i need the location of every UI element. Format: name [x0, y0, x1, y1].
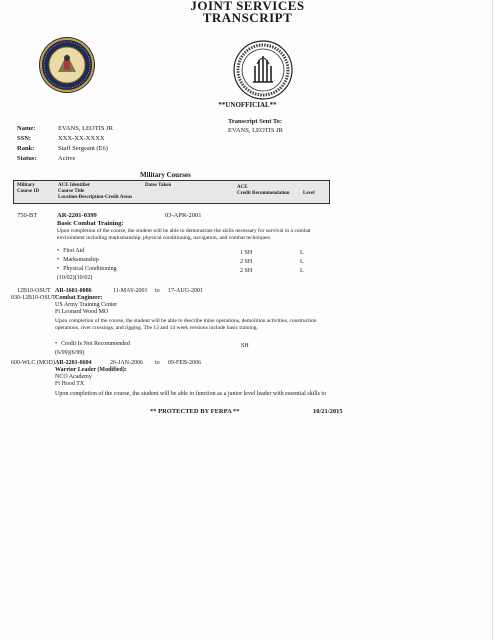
date-start: 03-APR-2001 — [165, 212, 202, 219]
course-title: Combat Engineer: — [55, 295, 103, 301]
th-course-id: Course ID — [17, 189, 40, 194]
course-title: Warrior Leader (Modified): — [55, 367, 127, 373]
date-to: to — [155, 360, 160, 366]
course-location-2: Ft Leonard Wood MO — [55, 309, 109, 315]
status-value: Active — [58, 155, 76, 162]
course-footnote: (10/02)(10/02) — [57, 275, 93, 281]
th-location: Location-Description-Credit Areas — [58, 195, 133, 200]
course-table-header — [13, 180, 330, 204]
course-id: 12B10-OSUT — [17, 288, 51, 294]
ssn-value: XXX-XX-XXXX — [58, 135, 105, 142]
date-start: 11-MAY-2001 — [113, 288, 148, 294]
course-location-2: Ft Hood TX — [55, 381, 85, 387]
date-end: 17-AUG-2001 — [168, 288, 203, 294]
ace-id: AR-1601-0086 — [55, 288, 92, 294]
th-military: Military — [17, 183, 35, 188]
sent-to-label: Transcript Sent To: — [228, 118, 283, 125]
th-level: Level — [303, 191, 315, 196]
course-title: Basic Combat Training: — [57, 220, 124, 227]
th-dates-taken: Dates Taken — [145, 183, 172, 188]
credit-level-1: L — [300, 250, 304, 256]
course-id: 600-WLC (MOD) — [11, 360, 55, 366]
credit-hours-1: 1 SH — [240, 250, 253, 256]
credit-area-1: • First Aid — [57, 248, 84, 254]
course-id-alt: 030-12B10-OSUT — [11, 295, 56, 301]
credit-level-3: L — [300, 268, 304, 274]
course-footnote: (6/99)(6/99) — [55, 350, 85, 356]
date-end: 09-FEB-2006 — [168, 360, 201, 366]
name-label: Name: — [17, 125, 36, 132]
credit-area-3: • Physical Conditioning — [57, 266, 117, 272]
credit-hours-3: 2 SH — [240, 268, 253, 274]
credit-hours-1: SH — [241, 343, 249, 349]
print-date: 10/21/2015 — [313, 408, 343, 415]
sent-to-name: EVANS, LEOTIS JR — [228, 127, 283, 134]
th-ace-identifier: ACE Identifier — [58, 183, 91, 188]
th-course-title: Course Title — [58, 189, 85, 194]
th-credit-rec: Credit Recommendation — [237, 191, 290, 196]
course-description: Upon completion of the course, the student will be able to function as a junior level leader with essential skills to — [55, 391, 327, 397]
rank-label: Rank: — [17, 145, 35, 152]
status-label: Status: — [17, 155, 37, 162]
ace-id: AR-2201-0399 — [57, 212, 97, 219]
credit-area-1: • Credit Is Not Recommended — [55, 341, 130, 347]
course-id: 750-BT — [17, 212, 38, 219]
rank-value: Staff Sergeant (E6) — [58, 145, 108, 152]
course-description: Upon completion of the course, the student will be able to demonstrate the skills necessary for survival in a combat environment including marksmanship, physical conditioning, navigation, and combat techniques. — [57, 228, 311, 241]
course-location-1: NCO Academy — [55, 374, 92, 380]
title-line-2: TRANSCRIPT — [202, 10, 293, 25]
course-description: Upon completion of the course, the student will be able to describe mine operations, demolition activities, construction operations, river crossings, and rigging. The 13 and 14 week versions include basic training. — [55, 318, 317, 331]
credit-level-2: L — [300, 259, 304, 265]
credit-hours-2: 2 SH — [240, 259, 253, 265]
date-to: to — [155, 288, 160, 294]
name-value: EVANS, LEOTIS JR — [58, 125, 113, 132]
date-start: 26-JAN-2006 — [110, 360, 143, 366]
th-ace: ACE — [237, 185, 248, 190]
credit-area-2: • Marksmanship — [57, 257, 99, 263]
army-seal-icon — [38, 36, 96, 94]
ssn-label: SSN: — [17, 135, 32, 142]
scan-edge — [492, 0, 493, 640]
ace-id: AR-2201-0604 — [55, 360, 92, 366]
unofficial-label: **UNOFFICIAL** — [218, 101, 277, 109]
course-location-1: US Army Training Center — [55, 302, 118, 308]
title-line-1: JOINT SERVICES — [190, 0, 305, 13]
section-title: Military Courses — [140, 171, 191, 179]
ferpa-notice: ** PROTECTED BY FERPA ** — [150, 408, 240, 415]
ace-seal-icon — [233, 40, 293, 100]
